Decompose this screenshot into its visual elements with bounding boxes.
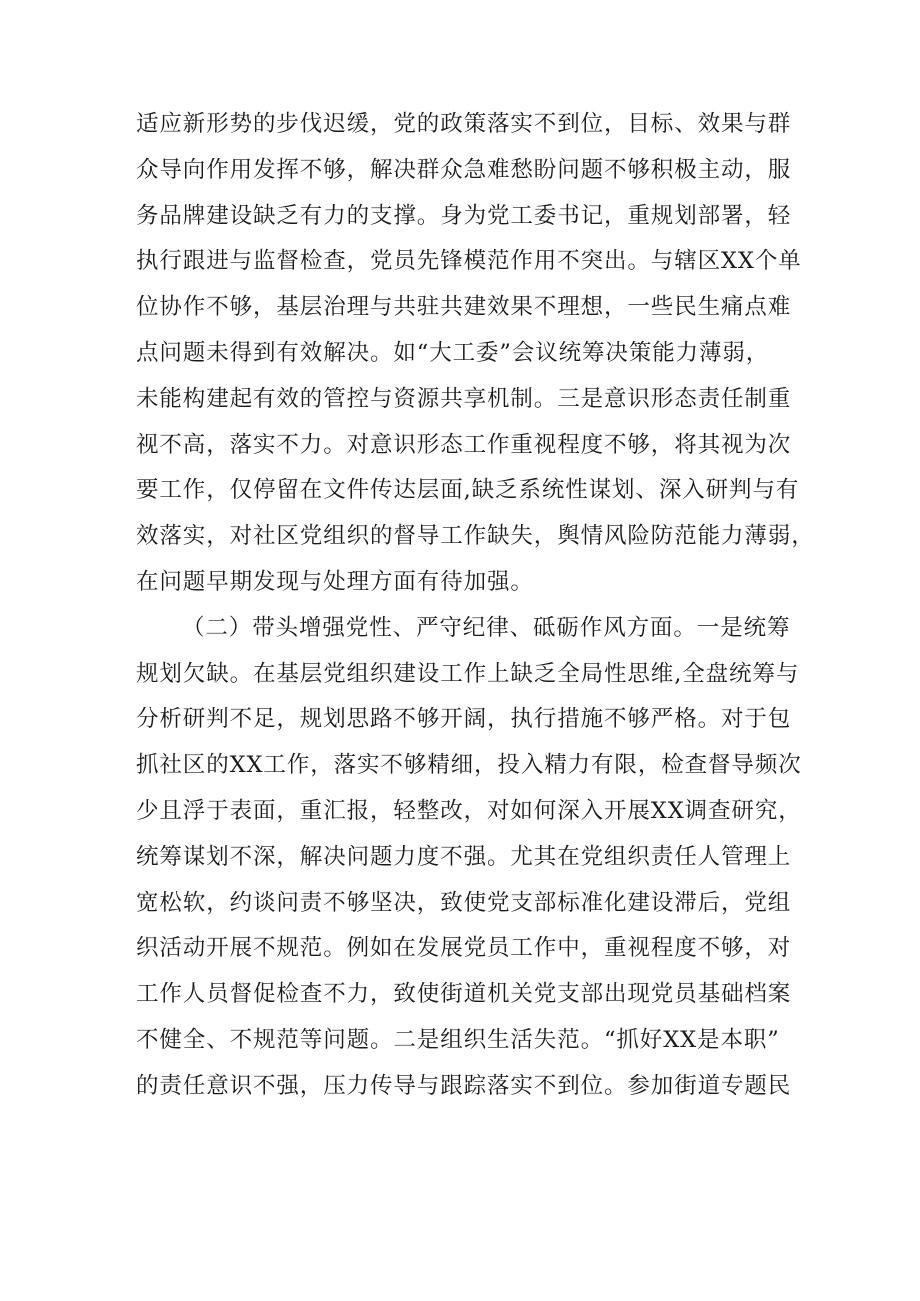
text-line: 规划欠缺。在基层党组织建设工作上缺乏全局性思维,全盘统筹与	[136, 660, 800, 687]
document-body	[136, 102, 815, 1110]
text-line: 点问题未得到有效解决。如“大工委”会议统筹决策能力薄弱，	[136, 339, 770, 366]
section-heading-line: （二）带头增强党性、严守纪律、砥砺作风方面。一是统筹	[182, 614, 791, 641]
text-line: 统筹谋划不深，解决问题力度不强。尤其在党组织责任人管理上	[136, 843, 792, 870]
text-line: 视不高，落实不力。对意识形态工作重视程度不够，将其视为次	[136, 431, 792, 458]
text-line: 执行跟进与监督检查，党员先锋模范作用不突出。与辖区XX个单	[136, 248, 802, 275]
text-line: 织活动开展不规范。例如在发展党员工作中，重视程度不够，对	[136, 935, 792, 962]
text-line: 分析研判不足，规划思路不够开阔，执行措施不够严格。对于包	[136, 706, 792, 733]
text-line: 适应新形势的步伐迟缓，党的政策落实不到位，目标、效果与群	[136, 111, 792, 137]
text-line: 的责任意识不强，压力传导与跟踪落实不到位。参加街道专题民	[136, 1072, 792, 1099]
text-line: 少且浮于表面，重汇报，轻整改，对如何深入开展XX调查研究，	[136, 797, 802, 824]
text-line: 工作人员督促检查不力，致使街道机关党支部出现党员基础档案	[136, 981, 792, 1008]
text-line: 要工作，仅停留在文件传达层面,缺乏系统性谋划、深入研判与有	[136, 477, 800, 504]
text-line: 不健全、不规范等问题。二是组织生活失范。“抓好XX是本职”	[136, 1026, 780, 1053]
text-line: 众导向作用发挥不够，解决群众急难愁盼问题不够积极主动，服	[136, 156, 792, 183]
text-line: 位协作不够，基层治理与共驻共建效果不理想，一些民生痛点难	[136, 294, 792, 321]
text-line: 务品牌建设缺乏有力的支撑。身为党工委书记，重规划部署，轻	[136, 202, 792, 229]
text-line: 未能构建起有效的管控与资源共享机制。三是意识形态责任制重	[136, 385, 792, 412]
text-line: 抓社区的XX工作，落实不够精细，投入精力有限，检查督导频次	[136, 752, 802, 779]
text-line: 效落实，对社区党组织的督导工作缺失，舆情风险防范能力薄弱，	[136, 523, 815, 550]
text-line: 宽松软，约谈问责不够坚决，致使党支部标准化建设滞后，党组	[136, 889, 792, 916]
text-line: 在问题早期发现与处理方面有待加强。	[136, 568, 534, 595]
